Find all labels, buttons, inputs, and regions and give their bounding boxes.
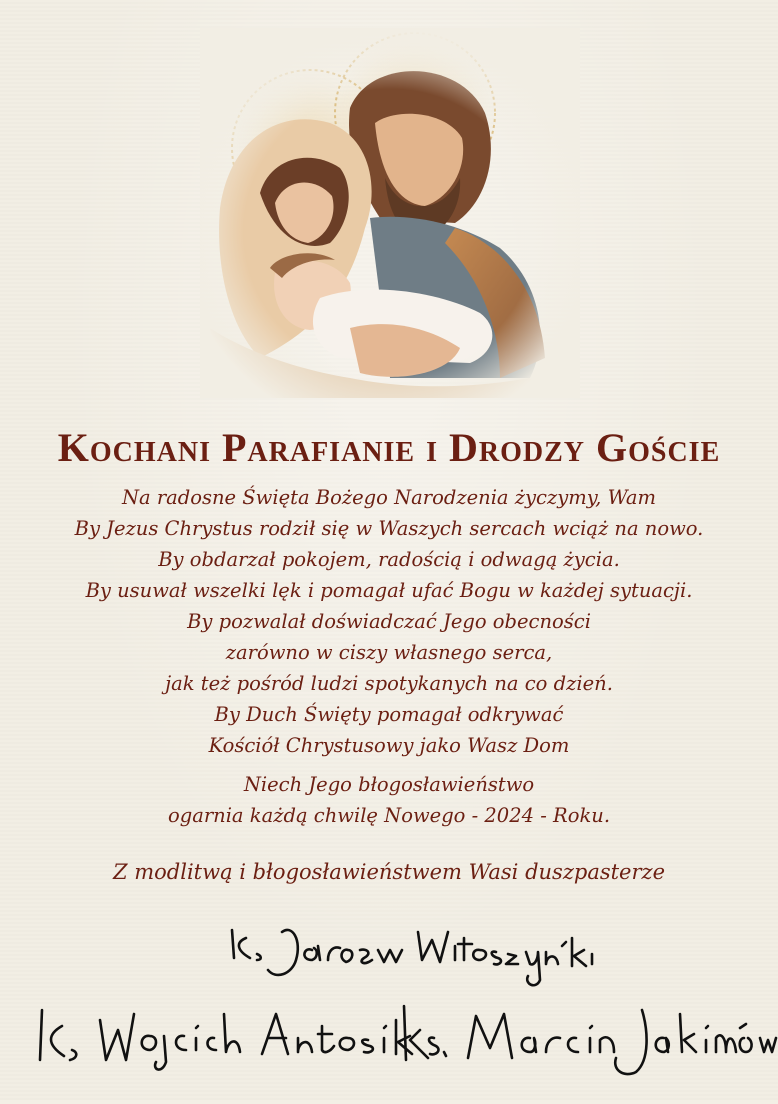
wish-line: Kościół Chrystusowy jako Wasz Dom	[208, 734, 570, 757]
wish-line: jak też pośród ludzi spotykanych na co dzień.	[165, 672, 613, 695]
wish-line: By pozwalał doświadczać Jego obecności	[187, 610, 591, 633]
signature-marcin-jakimow	[404, 1006, 776, 1074]
signature-jaroslaw-witoszynski	[232, 930, 592, 985]
greeting-heading: Kochani Parafianie i Drodzy Goście	[57, 425, 721, 470]
blessing-line: ogarnia każdą chwilę Nowego - 2024 - Roku.	[167, 804, 611, 827]
wish-line: By Duch Święty pomagał odkrywać	[214, 703, 564, 726]
wish-line: zarówno w ciszy własnego serca,	[225, 641, 553, 664]
holy-family-illustration	[200, 28, 580, 398]
signoff-line: Z modlitwą i błogosławieństwem Wasi duszpasterze	[112, 860, 666, 884]
wishes-text	[0, 482, 778, 831]
blessing-line: Niech Jego błogosławieństwo	[243, 773, 535, 796]
wish-line: By Jezus Chrystus rodził się w Waszych sercach wciąż na nowo.	[74, 517, 704, 540]
signatures	[0, 910, 778, 1100]
signature-wojciech-antosik	[40, 1010, 412, 1070]
wish-line: By obdarzał pokojem, radością i odwagą życia.	[158, 548, 620, 571]
wish-line: By usuwał wszelki lęk i pomagał ufać Bogu w każdej sytuacji.	[85, 579, 693, 602]
wish-line: Na radosne Święta Bożego Narodzenia życzymy, Wam	[121, 486, 657, 509]
